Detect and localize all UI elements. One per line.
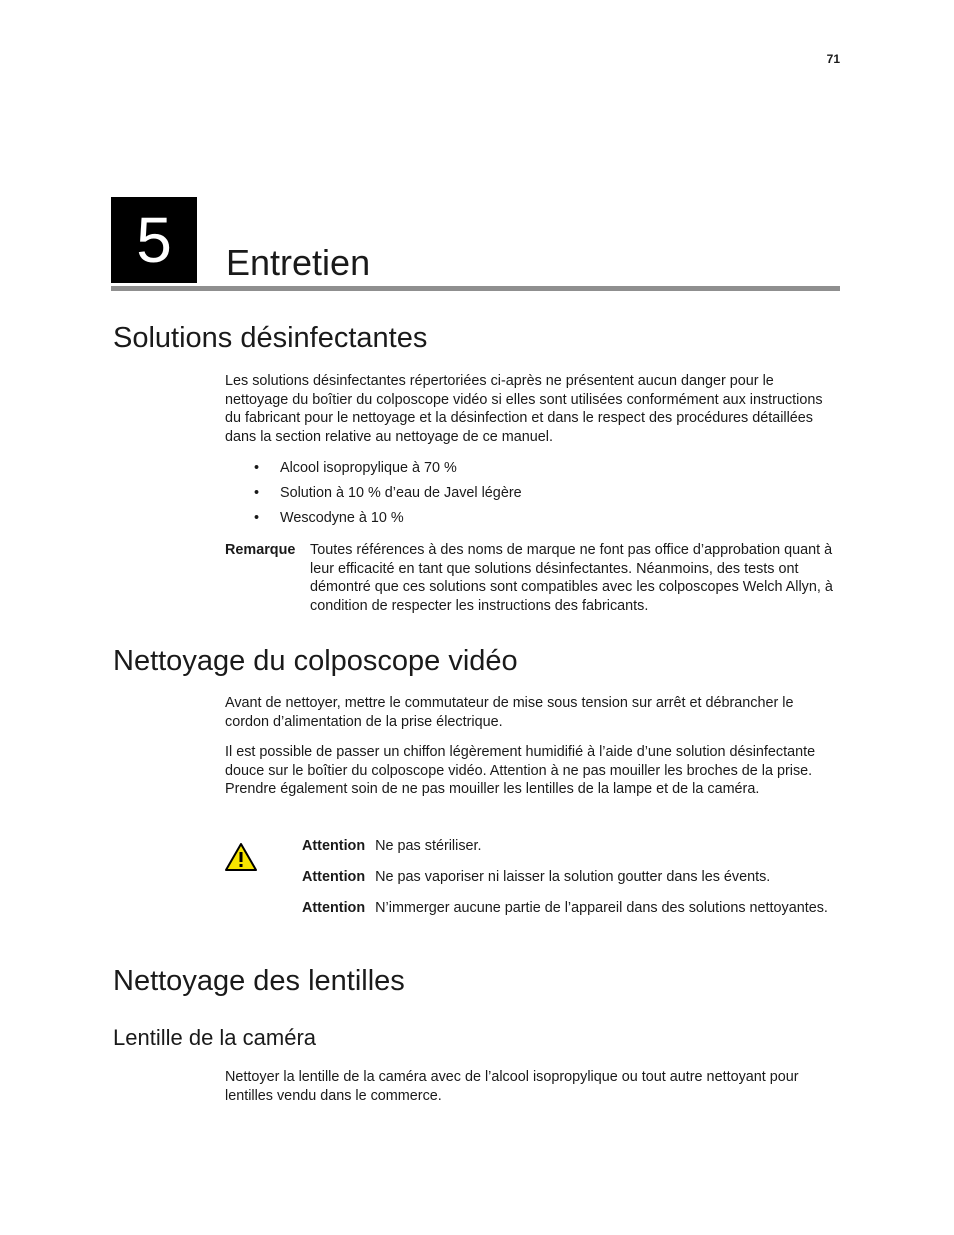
chapter-number-box: 5 [111,197,197,283]
caution-text: N’immerger aucune partie de l’appareil dans des solutions nettoyantes. [375,900,828,916]
caution-text: Ne pas vaporiser ni laisser la solution goutter dans les évents. [375,869,771,885]
caution-item [302,899,840,918]
note-label: Remarque [225,542,296,558]
list-item-text: Wescodyne à 10 % [280,510,404,526]
caution-label: Attention [302,900,366,916]
page-number: 71 [826,52,840,66]
list-item-text: Alcool isopropylique à 70 % [280,460,457,476]
chapter-rule [111,286,840,291]
subsection-heading-camera-lens: Lentille de la caméra [113,1025,317,1050]
bullet-icon: • [254,510,260,526]
caution-item [302,868,840,887]
disinfectants-intro: Les solutions désinfectantes répertoriées ci-après ne présentent aucun danger pour le nettoyage du boîtier du colposcope vidéo si elles sont utilisées conformément aux instructions du fabricant pour le nettoyage et la désinfection et dans le respect des procédures détaillées dans la section relative au nettoyage de ce manuel. [225,373,823,446]
section-heading-disinfectants: Solutions désinfectantes [113,322,428,354]
caution-label: Attention [302,838,366,854]
caution-item [302,837,840,856]
list-item [254,509,404,528]
section-heading-lens-cleaning: Nettoyage des lentilles [113,965,405,997]
caution-text: Ne pas stériliser. [375,838,482,854]
caution-label: Attention [302,869,366,885]
cleaning-para-2: Il est possible de passer un chiffon légèrement humidifié à l’aide d’une solution désinfectante douce sur le boîtier du colposcope vidéo. Attention à ne pas mouiller les broches de la prise. Prendre également soin de ne pas mouiller les lentilles de la lampe et de la caméra. [225,744,816,798]
note-text: Toutes références à des noms de marque ne font pas office d’approbation quant à leur efficacité en tant que solutions désinfectantes. Néanmoins, des tests ont démontré que ces solutions sont compatibles avec les colposcopes Welch Allyn, à condition de respecter les instructions des fabricants. [310,542,833,615]
cleaning-para-1: Avant de nettoyer, mettre le commutateur de mise sous tension sur arrêt et débrancher le cordon d’alimentation de la prise électrique. [225,695,794,730]
bullet-icon: • [254,460,260,476]
list-item [254,484,522,503]
list-item [254,459,457,478]
bullet-icon: • [254,485,260,501]
section-heading-video-colposcope-cleaning: Nettoyage du colposcope vidéo [113,645,518,677]
chapter-title: Entretien [226,242,371,283]
warning-triangle-icon [224,842,258,872]
list-item-text: Solution à 10 % d’eau de Javel légère [280,485,522,501]
camera-lens-para: Nettoyer la lentille de la caméra avec de l’alcool isopropylique ou tout autre nettoyant pour lentilles vendu dans le commerce. [225,1069,799,1104]
